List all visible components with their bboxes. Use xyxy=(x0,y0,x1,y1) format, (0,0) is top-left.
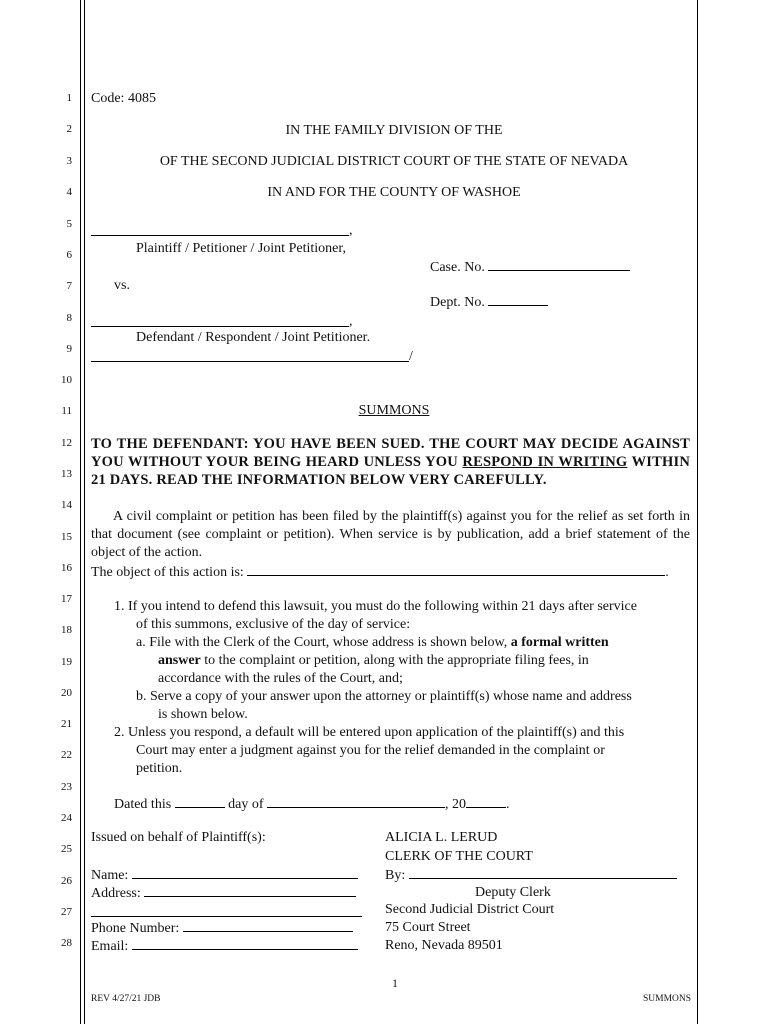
dept-number-label: Dept. No. xyxy=(430,295,485,310)
clerk-title: CLERK OF THE COURT xyxy=(385,849,533,864)
issuer-name-blank[interactable] xyxy=(132,866,358,879)
dated-day-blank[interactable] xyxy=(175,795,225,808)
summons-title: SUMMONS xyxy=(358,403,430,418)
code-line: Code: 4085 xyxy=(91,91,156,106)
plaintiff-label: Plaintiff / Petitioner / Joint Petitioner, xyxy=(136,241,346,256)
instruction-item-1b: b. Serve a copy of your answer upon the attorney or plaintiff(s) whose name and address xyxy=(136,689,632,704)
object-of-action-field[interactable]: The object of this action is: . xyxy=(91,565,669,580)
court-header-line3: IN AND FOR THE COUNTY OF WASHOE xyxy=(267,185,521,200)
line-number: 24 xyxy=(61,812,72,824)
form-name-footer: SUMMONS xyxy=(643,994,692,1004)
caption-slash: / xyxy=(409,349,413,364)
instruction-item-1: 1. If you intend to defend this lawsuit, you must do the following within 21 days after service xyxy=(114,599,637,614)
court-city: Reno, Nevada 89501 xyxy=(385,938,503,953)
defendant-label: Defendant / Respondent / Joint Petitioner. xyxy=(136,330,371,345)
instruction-item-1a-cont: accordance with the rules of the Court, and; xyxy=(158,671,403,686)
left-margin-rule-outer xyxy=(80,0,81,1024)
line-number: 3 xyxy=(66,155,72,167)
issuer-name-field[interactable] xyxy=(91,866,358,884)
plaintiff-comma: , xyxy=(349,223,353,238)
instruction-item-1a-rest: to the complaint or petition, along with the appropriate filing fees, in xyxy=(200,653,589,668)
issuer-address-blank[interactable] xyxy=(144,884,356,897)
instruction-item-2: 2. Unless you respond, a default will be entered upon application of the plaintiff(s) and this xyxy=(114,725,625,740)
line-number: 18 xyxy=(61,624,72,636)
issuer-email-blank[interactable] xyxy=(132,937,358,950)
instruction-item-1a-text: a. File with the Clerk of the Court, whose address is shown below, xyxy=(136,635,511,650)
left-margin-rule-inner xyxy=(84,0,85,1024)
instruction-item-1b-cont: is shown below. xyxy=(158,707,248,722)
court-header-line1: IN THE FAMILY DIVISION OF THE xyxy=(285,123,503,138)
case-number-blank[interactable] xyxy=(488,258,630,271)
issuer-address-field[interactable] xyxy=(91,884,356,902)
dated-this-label: Dated this xyxy=(114,797,172,812)
page-number: 1 xyxy=(392,976,398,990)
line-number: 28 xyxy=(61,937,72,949)
clerk-signature-field[interactable] xyxy=(385,866,677,884)
case-number-field[interactable] xyxy=(430,258,630,276)
clerk-by-label: By: xyxy=(385,868,406,883)
issuer-name-label: Name: xyxy=(91,868,129,883)
deputy-clerk-label: Deputy Clerk xyxy=(475,885,551,900)
line-number: 6 xyxy=(66,249,72,261)
court-name: Second Judicial District Court xyxy=(385,902,555,917)
line-number: 14 xyxy=(61,499,72,511)
caption-closing-line xyxy=(91,360,409,362)
right-margin-rule xyxy=(697,0,698,1024)
intro-paragraph: A civil complaint or petition has been filed by the plaintiff(s) against you for the relief as set forth in that document (see complaint or petition). When service is by publication, add a brief statement of the object of the action. xyxy=(91,509,690,560)
instruction-item-1-cont: of this summons, exclusive of the day of service: xyxy=(136,617,411,632)
instruction-item-1a-answer: answer xyxy=(158,653,201,668)
dept-number-field[interactable] xyxy=(430,293,548,311)
instruction-item-1a-line2 xyxy=(158,652,589,669)
instruction-item-1a xyxy=(136,634,609,651)
line-number: 5 xyxy=(66,218,72,230)
dept-number-blank[interactable] xyxy=(488,293,548,306)
line-number: 4 xyxy=(66,186,72,198)
issuer-phone-blank[interactable] xyxy=(183,919,353,932)
object-of-action-blank[interactable] xyxy=(247,563,665,576)
line-number: 25 xyxy=(61,843,72,855)
warning-text-part1: TO THE DEFENDANT: YOU HAVE BEEN SUED. THE COURT MAY DECIDE AGAINST YOU WITHOUT YOUR BEING HEARD UNLESS YOU xyxy=(91,436,690,470)
dated-year-blank[interactable] xyxy=(466,795,506,808)
line-number: 13 xyxy=(61,468,72,480)
instruction-item-2-cont2: petition. xyxy=(136,761,183,776)
issuer-address-label: Address: xyxy=(91,886,141,901)
line-number: 26 xyxy=(61,875,72,887)
court-street: 75 Court Street xyxy=(385,920,471,935)
plaintiff-name-line[interactable] xyxy=(91,234,349,236)
line-number: 8 xyxy=(66,312,72,324)
court-header-line2: OF THE SECOND JUDICIAL DISTRICT COURT OF THE STATE OF NEVADA xyxy=(159,154,629,169)
issuer-email-field[interactable] xyxy=(91,937,358,955)
line-number: 10 xyxy=(61,374,72,386)
line-number: 17 xyxy=(61,593,72,605)
dated-period: . xyxy=(506,797,510,812)
object-of-action-label: The object of this action is: xyxy=(91,565,244,580)
line-number: 11 xyxy=(61,405,72,417)
line-number: 15 xyxy=(61,531,72,543)
defendant-comma: , xyxy=(349,314,353,329)
warning-respond-in-writing: RESPOND IN WRITING xyxy=(462,454,628,470)
clerk-signature-blank[interactable] xyxy=(409,866,677,879)
clerk-name: ALICIA L. LERUD xyxy=(385,830,498,845)
issuer-phone-field[interactable] xyxy=(91,919,353,937)
day-of-label: day of xyxy=(228,797,264,812)
line-number: 23 xyxy=(61,781,72,793)
case-number-label: Case. No. xyxy=(430,260,485,275)
line-number: 1 xyxy=(66,92,72,104)
year-prefix: , 20 xyxy=(445,797,467,812)
line-number: 21 xyxy=(61,718,72,730)
issuer-phone-label: Phone Number: xyxy=(91,921,180,936)
versus-label: vs. xyxy=(114,278,130,293)
line-number: 12 xyxy=(61,437,72,449)
warning-text-part2: WITHIN 21 DAYS. READ THE INFORMATION BELOW VERY CAREFULLY. xyxy=(91,454,690,488)
issuer-email-label: Email: xyxy=(91,939,129,954)
line-number: 7 xyxy=(66,280,72,292)
defendant-name-line[interactable] xyxy=(91,325,349,327)
line-number: 20 xyxy=(61,687,72,699)
line-number: 2 xyxy=(66,123,72,135)
instruction-item-1a-bold: a formal written xyxy=(510,635,609,650)
line-number: 22 xyxy=(61,749,72,761)
line-number: 9 xyxy=(66,343,72,355)
line-number: 16 xyxy=(61,562,72,574)
issuer-address-line2[interactable] xyxy=(91,915,362,917)
defendant-warning xyxy=(91,435,690,489)
dated-line[interactable] xyxy=(114,795,510,813)
dated-month-blank[interactable] xyxy=(267,795,445,808)
line-number: 27 xyxy=(61,906,72,918)
line-number: 19 xyxy=(61,656,72,668)
instruction-item-2-cont: Court may enter a judgment against you for the relief demanded in the complaint or xyxy=(136,743,605,758)
revision-footer: REV 4/27/21 JDB xyxy=(91,994,161,1004)
issued-on-behalf-label: Issued on behalf of Plaintiff(s): xyxy=(91,830,266,845)
